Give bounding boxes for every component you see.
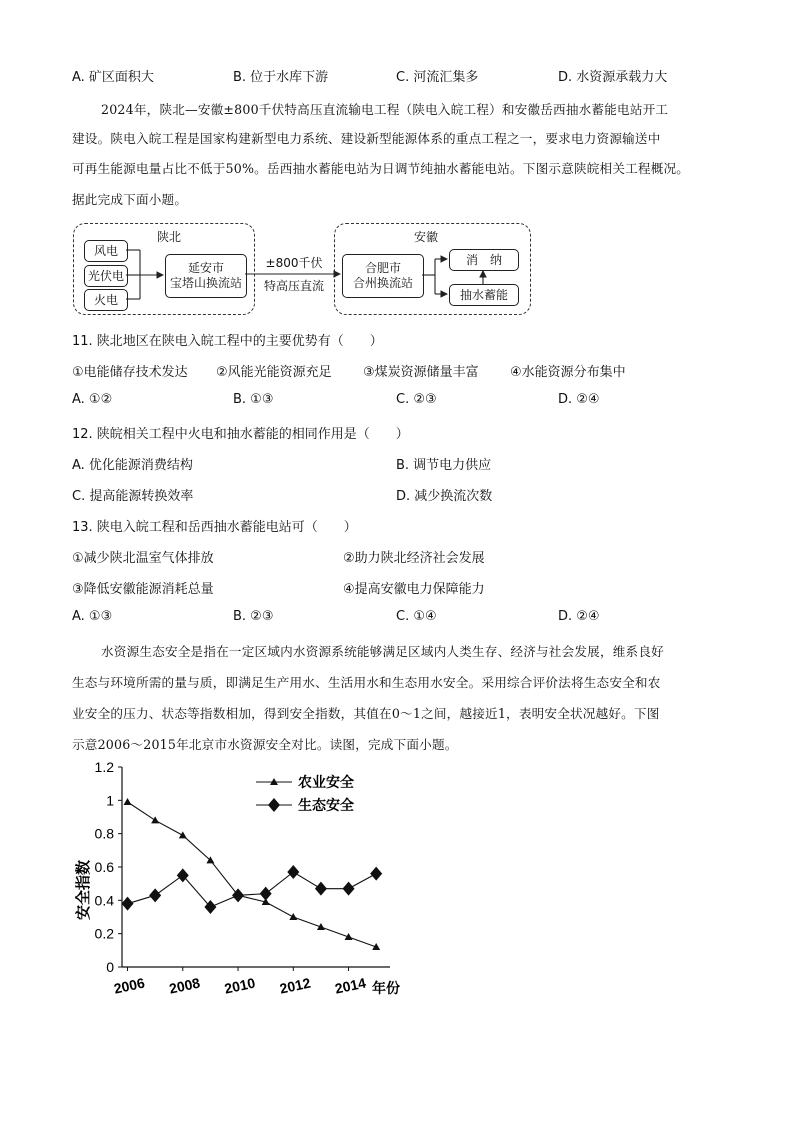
solar-power-node: 光伏电 bbox=[84, 265, 128, 287]
q13-item-4: ④提高安徽电力保障能力 bbox=[343, 582, 485, 597]
diagram-arrows bbox=[0, 0, 794, 330]
q13-stem: 13. 陕电入皖工程和岳西抽水蓄能电站可（ ） bbox=[72, 520, 357, 535]
agriculture-security-point bbox=[179, 831, 187, 838]
q13-option-c[interactable]: C. ①④ bbox=[396, 609, 437, 624]
ecology-security-point bbox=[343, 882, 355, 896]
q10-option-d[interactable]: D. 水资源承载力大 bbox=[558, 70, 668, 85]
q13-option-d[interactable]: D. ②④ bbox=[558, 609, 600, 624]
q11-item-2: ②风能光能资源充足 bbox=[216, 365, 332, 380]
x-tick-label: 2010 bbox=[222, 974, 257, 997]
legend-ecology-label: 生态安全 bbox=[298, 797, 354, 813]
q11-stem: 11. 陕北地区在陕电入皖工程中的主要优势有（ ） bbox=[72, 334, 383, 349]
passage1-line1: 2024年，陕北—安徽±800千伏特高压直流输电工程（陕电入皖工程）和安徽岳西抽水蓄能电站开工 bbox=[101, 102, 669, 117]
yanan-station: 宝塔山换流站 bbox=[169, 276, 242, 290]
passage2-line1: 水资源生态安全是指在一定区域内水资源系统能够满足区域内人类生存、经济与社会发展，维系良好 bbox=[101, 644, 664, 659]
ecology-security-point bbox=[315, 882, 327, 896]
q11-item-4: ④水能资源分布集中 bbox=[510, 365, 626, 380]
x-tick-label: 2014 bbox=[333, 974, 368, 997]
passage2-line4: 示意2006～2015年北京市水资源安全对比。读图，完成下面小题。 bbox=[72, 737, 458, 752]
agriculture-security-point bbox=[124, 798, 132, 805]
q13-item-3: ③降低安徽能源消耗总量 bbox=[72, 582, 214, 597]
y-tick-label: 0.6 bbox=[94, 859, 114, 875]
q12-option-d[interactable]: D. 减少换流次数 bbox=[396, 489, 493, 504]
q13-item-1: ①减少陕北温室气体排放 bbox=[72, 551, 214, 566]
q11-item-1: ①电能储存技术发达 bbox=[72, 365, 188, 380]
agriculture-security-point bbox=[151, 816, 159, 823]
y-tick-label: 0.2 bbox=[94, 925, 114, 942]
q11-option-c[interactable]: C. ②③ bbox=[396, 392, 437, 407]
q13-option-a[interactable]: A. ①③ bbox=[72, 609, 113, 624]
y-axis-label: 安全指数 bbox=[75, 859, 92, 921]
q10-option-c[interactable]: C. 河流汇集多 bbox=[396, 70, 479, 85]
ecology-security-line bbox=[128, 872, 377, 907]
legend-agriculture-label: 农业安全 bbox=[298, 774, 354, 790]
y-tick-label: 0 bbox=[106, 959, 114, 975]
pumped-storage-node: 抽水蓄能 bbox=[449, 284, 519, 306]
y-tick-label: 1 bbox=[106, 792, 114, 809]
y-tick-label: 1.2 bbox=[94, 759, 114, 775]
legend-diamond-marker bbox=[268, 798, 280, 812]
thermal-power-node: 火电 bbox=[84, 289, 128, 311]
x-tick-label: 2006 bbox=[112, 974, 147, 997]
anhui-label: 安徽 bbox=[414, 230, 439, 244]
passage2-line2: 生态与环境所需的量与质，即满足生产用水、生活用水和生态用水安全。采用综合评价法将生态安全和农 bbox=[72, 675, 661, 690]
wind-power-node: 风电 bbox=[84, 240, 128, 262]
agriculture-security-line bbox=[128, 802, 377, 947]
hefei-city: 合肥市 bbox=[364, 261, 401, 275]
yanan-city: 延安市 bbox=[187, 261, 224, 275]
q12-stem: 12. 陕皖相关工程中火电和抽水蓄能的相同作用是（ ） bbox=[72, 427, 409, 442]
q11-option-a[interactable]: A. ①② bbox=[72, 392, 113, 407]
q13-option-b[interactable]: B. ②③ bbox=[233, 609, 274, 624]
q11-option-d[interactable]: D. ②④ bbox=[558, 392, 600, 407]
passage1-line3: 可再生能源电量占比不低于50%。岳西抽水蓄能电站为日调节纯抽水蓄能电站。下图示意陕皖相关工程概况。 bbox=[72, 161, 690, 176]
x-axis-label: 年份 bbox=[372, 980, 400, 996]
water-security-chart bbox=[60, 750, 420, 1010]
q12-option-b[interactable]: B. 调节电力供应 bbox=[396, 458, 492, 473]
ecology-security-point bbox=[287, 865, 299, 879]
passage1-line2: 建设。陕电入皖工程是国家构建新型电力系统、建设新型能源体系的重点工程之一，要求电力资源输送中 bbox=[72, 131, 661, 146]
passage1-line4: 据此完成下面小题。 bbox=[72, 192, 188, 207]
shaanbei-label: 陕北 bbox=[157, 230, 182, 244]
y-tick-label: 0.4 bbox=[94, 892, 114, 909]
agriculture-security-point bbox=[289, 913, 297, 920]
passage2-line3: 业安全的压力、状态等指数相加，得到安全指数，其值在0～1之间，越接近1，表明安全状况越好。下图 bbox=[72, 706, 660, 721]
ecology-security-point bbox=[122, 897, 134, 911]
consumption-node: 消 纳 bbox=[449, 249, 519, 271]
q11-item-3: ③煤炭资源储量丰富 bbox=[363, 365, 479, 380]
q12-option-c[interactable]: C. 提高能源转换效率 bbox=[72, 489, 194, 504]
x-tick-label: 2008 bbox=[167, 974, 202, 997]
transmission-type: 特高压直流 bbox=[263, 279, 324, 293]
ecology-security-point bbox=[260, 887, 272, 901]
x-tick-label: 2012 bbox=[278, 974, 312, 997]
ecology-security-point bbox=[149, 888, 161, 902]
q11-option-b[interactable]: B. ①③ bbox=[233, 392, 274, 407]
q12-option-a[interactable]: A. 优化能源消费结构 bbox=[72, 458, 193, 473]
hefei-station: 合州换流站 bbox=[352, 276, 413, 290]
ecology-security-point bbox=[370, 867, 382, 881]
q10-option-a[interactable]: A. 矿区面积大 bbox=[72, 70, 154, 85]
q10-option-b[interactable]: B. 位于水库下游 bbox=[233, 70, 329, 85]
transmission-voltage: ±800千伏 bbox=[265, 256, 323, 270]
q13-item-2: ②助力陕北经济社会发展 bbox=[343, 551, 485, 566]
y-tick-label: 0.8 bbox=[94, 825, 114, 842]
